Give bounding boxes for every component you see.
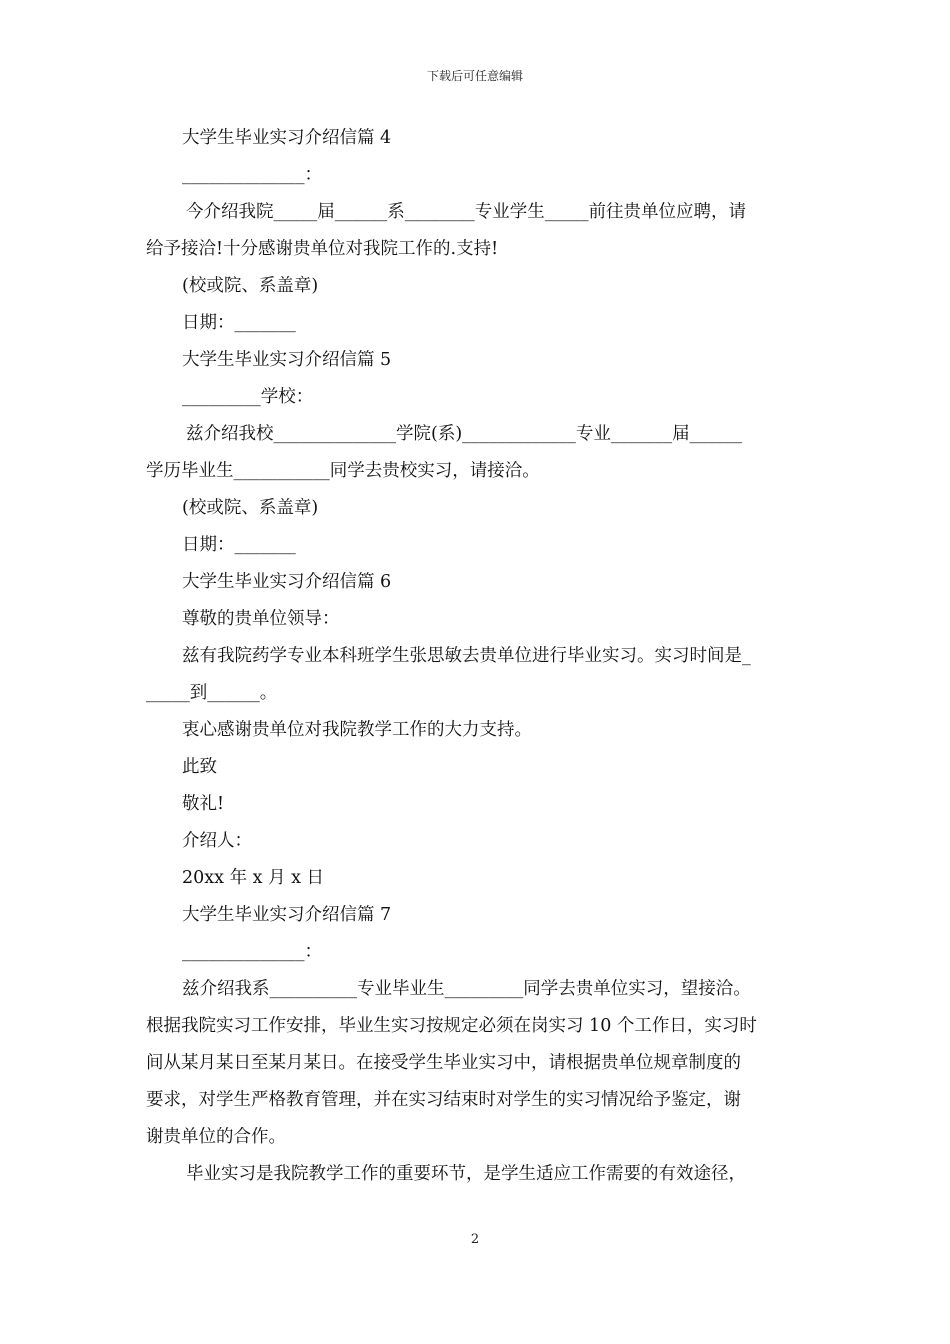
text-line: ______________： xyxy=(182,165,322,185)
text-line: 学历毕业生___________同学去贵校实习，请接洽。 xyxy=(146,461,540,481)
text-line: 兹介绍我系__________专业毕业生_________同学去贵单位实习，望接洽。 xyxy=(182,979,751,999)
text-line: 要求，对学生严格教育管理，并在实习结束时对学生的实习情况给予鉴定，谢 xyxy=(146,1090,741,1110)
text-line: 毕业实习是我院教学工作的重要环节，是学生适应工作需要的有效途径， xyxy=(186,1164,746,1184)
text-line: 谢贵单位的合作。 xyxy=(146,1127,286,1147)
text-line: 20xx 年 x 月 x 日 xyxy=(182,868,325,888)
text-line: 给予接洽!十分感谢贵单位对我院工作的.支持! xyxy=(146,239,499,259)
document-body xyxy=(146,120,810,1193)
text-line: ______________： xyxy=(182,942,322,962)
text-line: 兹介绍我校______________学院(系)_____________专业_______届______ xyxy=(186,424,743,444)
text-line: _____到______。 xyxy=(146,683,278,703)
text-line: _________学校： xyxy=(182,387,314,407)
text-line: 尊敬的贵单位领导： xyxy=(182,609,340,629)
text-line: 今介绍我院_____届______系________专业学生_____前往贵单位应聘，请 xyxy=(186,202,746,222)
text-line: 敬礼! xyxy=(182,794,225,814)
text-line: (校或院、系盖章) xyxy=(182,498,319,518)
text-line: 大学生毕业实习介绍信篇 5 xyxy=(182,350,392,370)
text-line: 兹有我院药学专业本科班学生张思敏去贵单位进行毕业实习。实习时间是_ xyxy=(182,646,751,666)
text-line: 日期：_______ xyxy=(182,535,296,555)
text-line: (校或院、系盖章) xyxy=(182,276,319,296)
text-line: 大学生毕业实习介绍信篇 7 xyxy=(182,905,392,925)
text-line: 衷心感谢贵单位对我院教学工作的大力支持。 xyxy=(182,720,532,740)
text-line: 根据我院实习工作安排，毕业生实习按规定必须在岗实习 10 个工作日，实习时 xyxy=(146,1016,757,1036)
text-line: 大学生毕业实习介绍信篇 4 xyxy=(182,128,392,148)
page-header: 下载后可任意编辑 xyxy=(426,69,523,83)
text-line: 大学生毕业实习介绍信篇 6 xyxy=(182,572,392,592)
text-line: 日期：_______ xyxy=(182,313,296,333)
text-line: 介绍人： xyxy=(182,831,252,851)
text-line: 间从某月某日至某月某日。在接受学生毕业实习中，请根据贵单位规章制度的 xyxy=(146,1053,741,1073)
page-number: 2 xyxy=(470,1232,480,1247)
text-line: 此致 xyxy=(182,757,217,777)
